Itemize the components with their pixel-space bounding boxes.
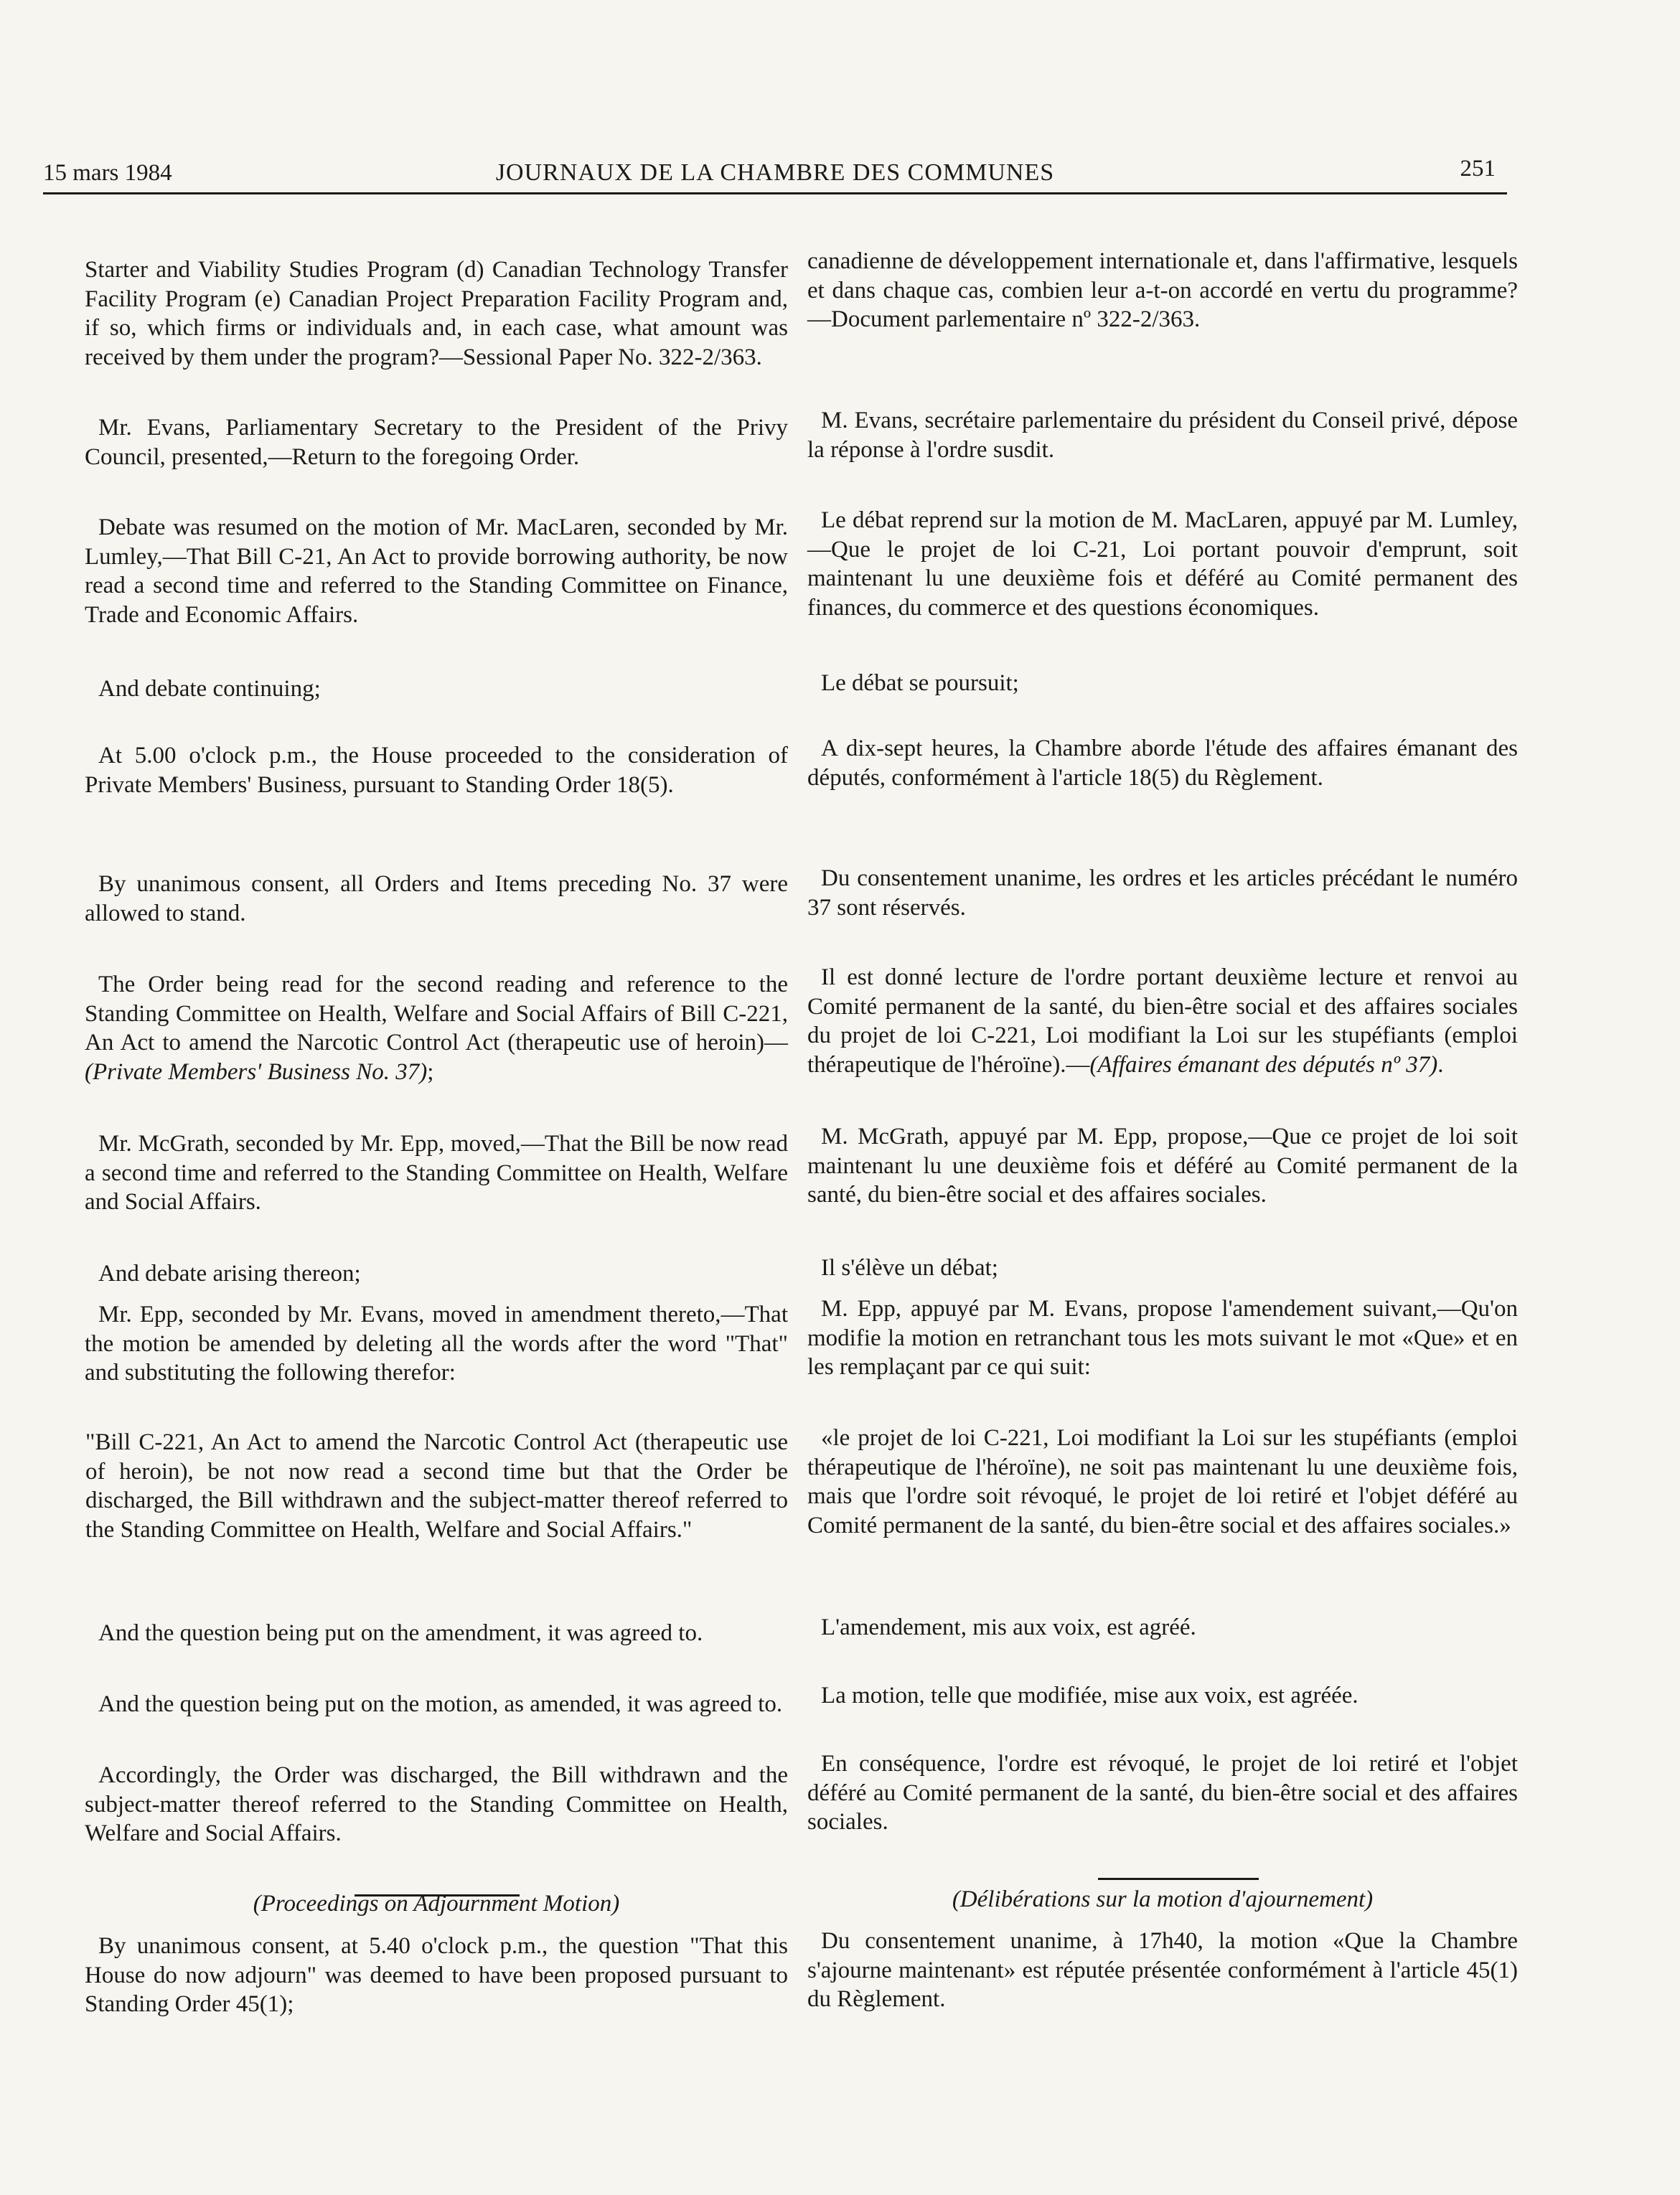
fr-section-divider — [1098, 1878, 1259, 1880]
fr-paragraph-12: L'amendement, mis aux voix, est agréé. — [821, 1614, 1196, 1640]
fr-amendment-quote: «le projet de loi C-221, Loi modifiant la Loi sur les stupéfiants (emploi thérapeutique de l'héroïne), ne soit pas maintenant lu une deuxième fois, mais que l'ordre soit révoqué, le projet de loi retiré et l'objet déféré au Comité permanent de la santé, du bien-être social et des affaires sociales.» — [807, 1425, 1518, 1538]
en-paragraph-7 — [85, 970, 788, 1086]
en-paragraph-3: Debate was resumed on the motion of Mr. MacLaren, seconded by Mr. Lumley,—That Bill C-21, An Act to provide borrowing authority, be now read a second time and referred to the Standing Committee on Finance, Trade and Economic Affairs. — [85, 514, 788, 628]
en-paragraph-14: Accordingly, the Order was discharged, the Bill withdrawn and the subject-matter thereof referred to the Standing Committee on Health, Welfare and Social Affairs. — [85, 1762, 788, 1846]
en-paragraph-6: By unanimous consent, all Orders and Items preceding No. 37 were allowed to stand. — [85, 871, 788, 926]
page-header — [43, 146, 1507, 194]
en-paragraph-13: And the question being put on the motion, as amended, it was agreed to. — [98, 1691, 783, 1717]
fr-paragraph-13: La motion, telle que modifiée, mise aux voix, est agréée. — [821, 1683, 1358, 1708]
fr-paragraph-7-ref: (Affaires émanant des députés nº 37) — [1089, 1051, 1438, 1078]
header-date: 15 mars 1984 — [43, 160, 172, 186]
fr-section-heading — [807, 1885, 1518, 1914]
fr-paragraph-2: M. Evans, secrétaire parlementaire du président du Conseil privé, dépose la réponse à l'ordre susdit. — [807, 408, 1518, 463]
en-paragraph-5: At 5.00 o'clock p.m., the House proceeded to the consideration of Private Members' Business, pursuant to Standing Order 18(5). — [85, 743, 788, 798]
fr-paragraph-7-text: Il est donné lecture de l'ordre portant deuxième lecture et renvoi au Comité permanent de la santé, du bien-être social et des affaires sociales du projet de loi C-221, Loi modifiant la Loi sur les stupéfiants (emploi thérapeutique de l'héroïne).— — [807, 964, 1518, 1078]
header-title: JOURNAUX DE LA CHAMBRE DES COMMUNES — [495, 159, 1055, 186]
en-paragraph-1: Starter and Viability Studies Program (d) Canadian Technology Transfer Facility Program (e) Canadian Project Preparation Facility Program and, if so, which firms or individuals and, in each case, what amount was received by them under the program?—Sessional Paper No. 322-2/363. — [85, 257, 788, 370]
en-paragraph-7-text: The Order being read for the second reading and reference to the Standing Committee on Health, Welfare and Social Affairs of Bill C-221, An Act to amend the Narcotic Control Act (therapeutic use of heroin)— — [85, 972, 788, 1056]
en-amendment-quote: "Bill C-221, An Act to amend the Narcotic Control Act (therapeutic use of heroin), be not now read a second time but that the Order be discharged, the Bill withdrawn and the subject-matter thereof referred to the Standing Committee on Health, Welfare and Social Affairs." — [85, 1429, 788, 1543]
fr-paragraph-15: Du consentement unanime, à 17h40, la motion «Que la Chambre s'ajourne maintenant» est réputée présentée conformément à l'article 45(1) du Règlement. — [807, 1928, 1518, 2012]
fr-paragraph-5: A dix-sept heures, la Chambre aborde l'étude des affaires émanant des députés, conformément à l'article 18(5) du Règlement. — [807, 735, 1518, 791]
fr-heading-text: (Délibérations sur la motion d'ajournement) — [952, 1886, 1374, 1912]
fr-paragraph-1: canadienne de développement internationale et, dans l'affirmative, lesquels et dans chaque cas, combien leur a-t-on accordé en vertu du programme?—Document parlementaire nº 322-2/363. — [807, 248, 1518, 332]
en-paragraph-7-end: ; — [427, 1058, 434, 1085]
page-number: 251 — [1460, 156, 1496, 182]
en-section-divider — [355, 1894, 520, 1896]
fr-paragraph-14: En conséquence, l'ordre est révoqué, le projet de loi retiré et l'objet déféré au Comité permanent de la santé, du bien-être social et des affaires sociales. — [807, 1751, 1518, 1835]
fr-paragraph-8: M. McGrath, appuyé par M. Epp, propose,—Que ce projet de loi soit maintenant lu une deuxième fois et déféré au Comité permanent de la santé, du bien-être social et des affaires sociales. — [807, 1124, 1518, 1208]
en-paragraph-10: Mr. Epp, seconded by Mr. Evans, moved in amendment thereto,—That the motion be amended by deleting all the words after the word "That" and substituting the following therefor: — [85, 1302, 788, 1386]
en-paragraph-12: And the question being put on the amendment, it was agreed to. — [98, 1620, 703, 1646]
en-paragraph-15: By unanimous consent, at 5.40 o'clock p.m., the question "That this House do now adjourn" was deemed to have been proposed pursuant to Standing Order 45(1); — [85, 1933, 788, 2017]
fr-paragraph-10: M. Epp, appuyé par M. Evans, propose l'amendement suivant,—Qu'on modifie la motion en retranchant tous les mots suivant le mot «Que» et en les remplaçant par ce qui suit: — [807, 1296, 1518, 1380]
fr-paragraph-4: Le débat se poursuit; — [821, 670, 1019, 696]
fr-paragraph-3: Le débat reprend sur la motion de M. MacLaren, appuyé par M. Lumley,—Que le projet de loi C-21, Loi portant pouvoir d'emprunt, soit maintenant lu une deuxième fois et déféré au Comité permanent des finances, du commerce et des questions économiques. — [807, 507, 1518, 621]
fr-paragraph-9: Il s'élève un débat; — [821, 1255, 998, 1281]
en-paragraph-9: And debate arising thereon; — [98, 1261, 361, 1287]
en-paragraph-4: And debate continuing; — [98, 676, 321, 702]
fr-paragraph-7-end: . — [1437, 1051, 1444, 1078]
fr-paragraph-7 — [807, 963, 1518, 1079]
en-paragraph-7-ref: (Private Members' Business No. 37) — [85, 1058, 428, 1085]
en-paragraph-2: Mr. Evans, Parliamentary Secretary to the President of the Privy Council, presented,—Return to the foregoing Order. — [85, 415, 788, 470]
en-heading-text: (Proceedings on Adjournment Motion) — [253, 1891, 620, 1917]
fr-paragraph-6: Du consentement unanime, les ordres et les articles précédant le numéro 37 sont réservés. — [807, 865, 1518, 921]
en-paragraph-8: Mr. McGrath, seconded by Mr. Epp, moved,—That the Bill be now read a second time and referred to the Standing Committee on Health, Welfare and Social Affairs. — [85, 1131, 788, 1215]
